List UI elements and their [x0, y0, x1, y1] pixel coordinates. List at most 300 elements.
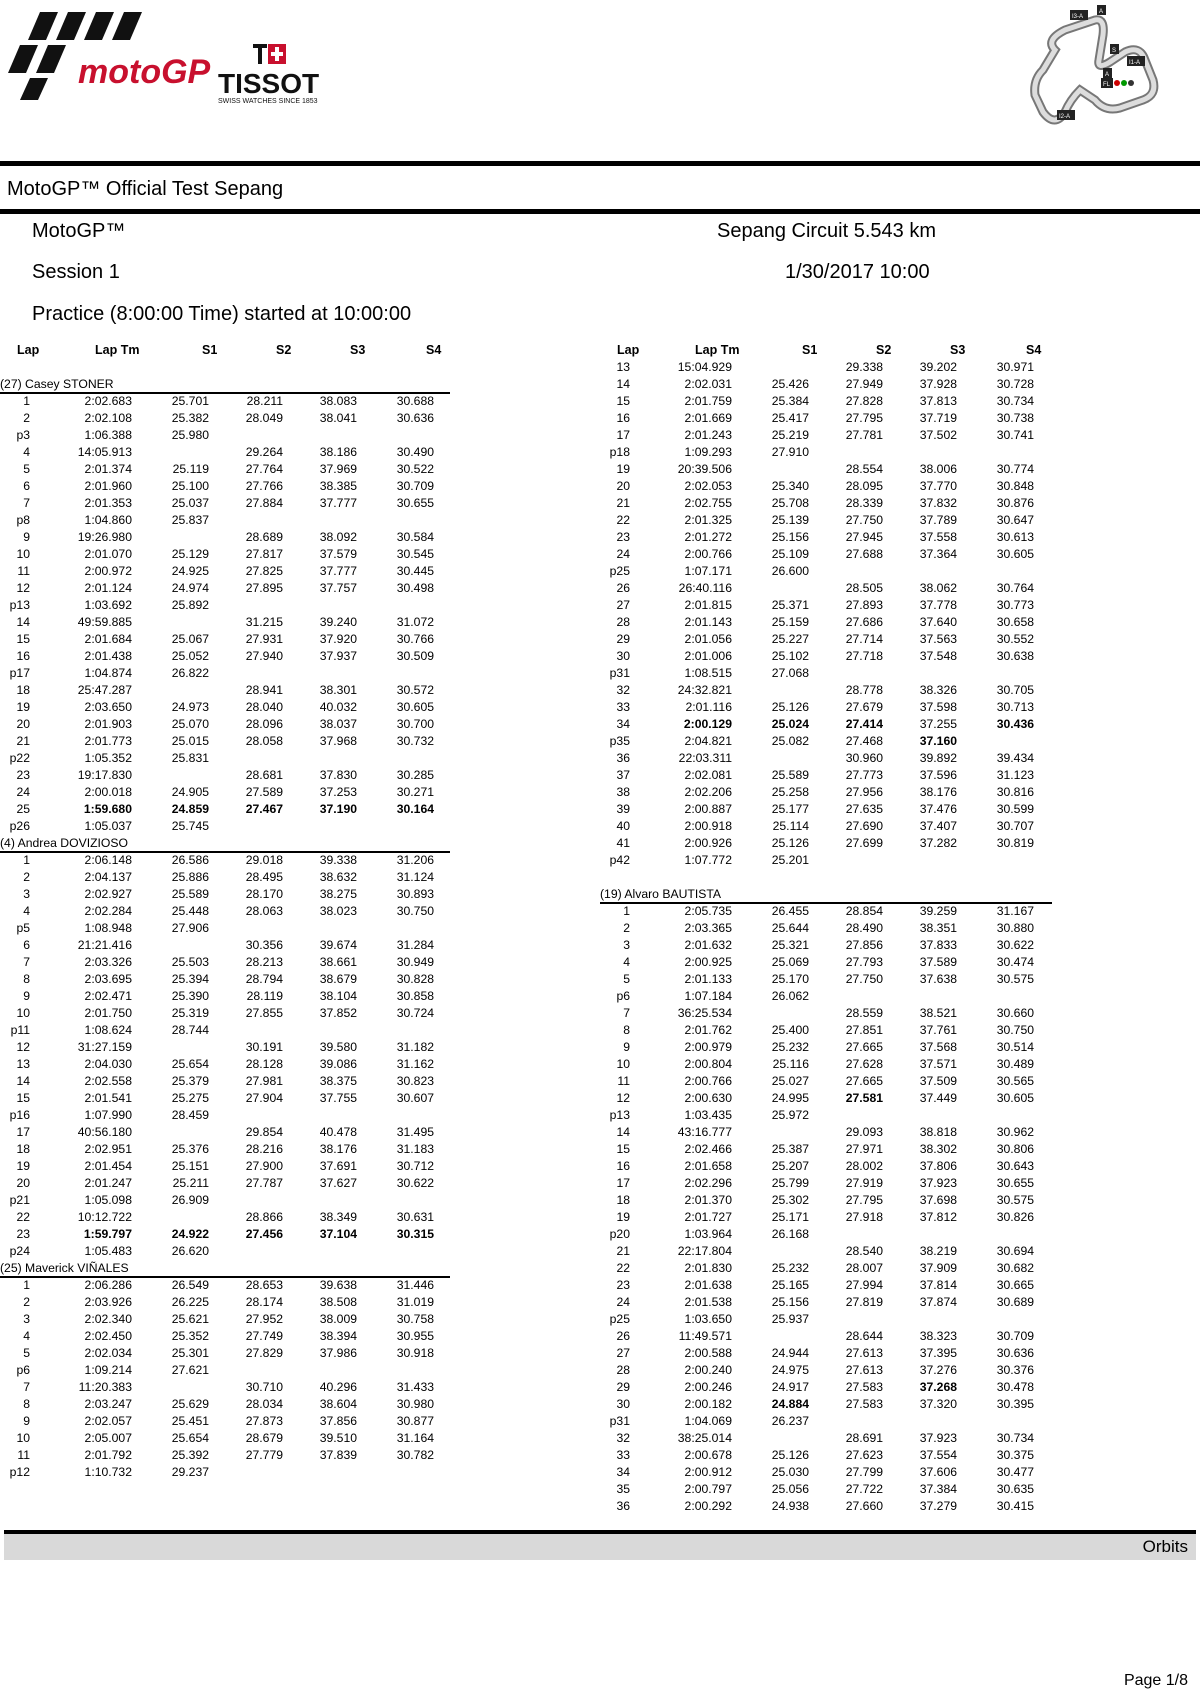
lap-row [600, 1243, 1060, 1260]
lap-row [0, 427, 460, 444]
lap-cell: 2 [23, 1295, 30, 1309]
lap-cell: 2:01.247 [84, 1176, 132, 1190]
lap-cell: 27.699 [845, 836, 883, 850]
lap-cell: 27.851 [845, 1023, 883, 1037]
lap-row [0, 903, 460, 920]
lap-cell: 32 [616, 1431, 630, 1445]
lap-row [600, 954, 1060, 971]
lap-cell: 27.781 [845, 428, 883, 442]
lap-cell: 24.938 [771, 1499, 809, 1513]
category: MotoGP™ [32, 220, 126, 242]
lap-cell: 2:00.292 [684, 1499, 732, 1513]
lap-cell: 37.839 [319, 1448, 357, 1462]
lap-cell: 24.975 [771, 1363, 809, 1377]
lap-cell: 40 [616, 819, 630, 833]
lap-cell: 30.712 [396, 1159, 434, 1173]
lap-row [600, 444, 1060, 461]
lap-cell: 37.909 [919, 1261, 957, 1275]
lap-cell: 27.949 [845, 377, 883, 391]
lap-cell: 31.167 [996, 904, 1034, 918]
lap-cell: 25.390 [171, 989, 209, 1003]
lap-cell: 25.302 [771, 1193, 809, 1207]
lap-row [0, 1124, 460, 1141]
lap-row [600, 1039, 1060, 1056]
lap-cell: 34 [616, 1465, 630, 1479]
lap-cell: 30.660 [996, 1006, 1034, 1020]
lap-cell: 37.548 [919, 649, 957, 663]
lap-cell: 1:59.797 [83, 1227, 132, 1241]
lap-cell: 28.689 [245, 530, 283, 544]
lap-cell: 4 [23, 445, 30, 459]
lap-cell: 37.770 [919, 479, 957, 493]
lap-cell: 30.713 [996, 700, 1034, 714]
lap-row [600, 1311, 1060, 1328]
lap-row [600, 1005, 1060, 1022]
lap-cell: 1 [623, 904, 630, 918]
lap-cell: 26.062 [771, 989, 809, 1003]
lap-cell: 38.006 [919, 462, 957, 476]
lap-row [600, 971, 1060, 988]
lap-cell: 30.638 [996, 649, 1034, 663]
svg-text:A: A [1105, 72, 1110, 78]
lap-cell: 2:02.284 [84, 904, 132, 918]
lap-cell: 2:06.148 [84, 853, 132, 867]
lap-cell: 27.884 [245, 496, 283, 510]
lap-cell: 2:01.750 [84, 1006, 132, 1020]
session-datetime: 1/30/2017 10:00 [785, 261, 930, 283]
lap-cell: 25.030 [771, 1465, 809, 1479]
lap-cell: 30.655 [996, 1176, 1034, 1190]
lap-cell: 2 [23, 870, 30, 884]
lap-row [0, 1379, 460, 1396]
lap-row [0, 1073, 460, 1090]
svg-text:SWISS WATCHES SINCE 1853: SWISS WATCHES SINCE 1853 [218, 98, 318, 105]
lap-cell: p31 [609, 666, 630, 680]
lap-row [600, 1022, 1060, 1039]
lap-cell: 1:03.692 [84, 598, 132, 612]
lap-cell: 27.829 [245, 1346, 283, 1360]
lap-cell: p16 [9, 1108, 30, 1122]
lap-cell: 37.554 [919, 1448, 957, 1462]
lap-cell: 3 [23, 1312, 30, 1326]
lap-cell: 28.540 [845, 1244, 883, 1258]
lap-cell: 5 [623, 972, 630, 986]
lap-cell: 25.171 [771, 1210, 809, 1224]
lap-row [600, 818, 1060, 835]
lap-cell: 38.176 [919, 785, 957, 799]
lap-cell: 30.552 [996, 632, 1034, 646]
footer-label: Orbits [1142, 1537, 1188, 1556]
lap-cell: 26.586 [171, 853, 209, 867]
lap-cell: 2:01.669 [684, 411, 732, 425]
lap-cell: p6 [616, 989, 630, 1003]
lap-cell: 8 [623, 1023, 630, 1037]
lap-cell: 30.728 [996, 377, 1034, 391]
lap-cell: 24.922 [171, 1227, 209, 1241]
lap-cell: 2:02.296 [684, 1176, 732, 1190]
lap-cell: 27.971 [845, 1142, 883, 1156]
lap-cell: 2:01.830 [684, 1261, 732, 1275]
lap-cell: 38.302 [919, 1142, 957, 1156]
lap-cell: 30.880 [996, 921, 1034, 935]
lap-cell: 2:01.960 [84, 479, 132, 493]
lap-cell: 37.160 [919, 734, 957, 748]
lap-row [600, 580, 1060, 597]
lap-cell: 30.955 [396, 1329, 434, 1343]
lap-cell: 11 [617, 1074, 630, 1088]
lap-cell: 2:01.684 [84, 632, 132, 646]
lap-cell: 30.489 [996, 1057, 1034, 1071]
lap-cell: 34 [616, 717, 630, 731]
lap-cell: 36 [616, 1499, 630, 1513]
lap-cell: 39.638 [319, 1278, 357, 1292]
lap-cell: 27.581 [845, 1091, 883, 1105]
lap-cell: 37.104 [319, 1227, 357, 1241]
lap-cell: 37.276 [919, 1363, 957, 1377]
lap-cell: 27.795 [845, 411, 883, 425]
lap-cell: 2:00.588 [684, 1346, 732, 1360]
lap-cell: 2 [623, 921, 630, 935]
lap-cell: 25.037 [171, 496, 209, 510]
lap-cell: 2:01.759 [684, 394, 732, 408]
lap-cell: 39.202 [919, 360, 957, 374]
lap-cell: 37.812 [919, 1210, 957, 1224]
lap-row [600, 1175, 1060, 1192]
lap-cell: 27.613 [845, 1363, 883, 1377]
lap-cell: 35 [616, 1482, 630, 1496]
lap-cell: 30.565 [996, 1074, 1034, 1088]
lap-cell: 39 [616, 802, 630, 816]
lap-cell: 1:04.860 [84, 513, 132, 527]
lap-cell: 27.690 [845, 819, 883, 833]
lap-cell: 5 [23, 462, 30, 476]
lap-cell: 29 [616, 1380, 630, 1394]
lap-cell: p18 [609, 445, 630, 459]
lap-cell: 30.395 [996, 1397, 1034, 1411]
lap-cell: 37.502 [919, 428, 957, 442]
lap-cell: 30.734 [996, 394, 1034, 408]
lap-cell: 25.015 [171, 734, 209, 748]
lap-cell: 38.351 [919, 921, 957, 935]
lap-cell: 29.338 [845, 360, 883, 374]
lap-row [600, 631, 1060, 648]
lap-cell: 38.083 [319, 394, 357, 408]
lap-cell: 2:04.030 [84, 1057, 132, 1071]
lap-row [600, 648, 1060, 665]
lap-row [600, 1090, 1060, 1107]
lap-cell: 24.859 [171, 802, 209, 816]
lap-cell: 9 [23, 989, 30, 1003]
lap-cell: 30.474 [996, 955, 1034, 969]
lap-cell: 28.095 [845, 479, 883, 493]
lap-cell: 2 [23, 411, 30, 425]
lap-cell: 25.654 [171, 1057, 209, 1071]
lap-cell: 2:00.766 [684, 1074, 732, 1088]
lap-row [600, 1396, 1060, 1413]
lap-cell: 39.259 [919, 904, 957, 918]
lap-cell: 30.682 [996, 1261, 1034, 1275]
lap-cell: 2:00.912 [684, 1465, 732, 1479]
lap-cell: 38.661 [319, 955, 357, 969]
lap-row [0, 767, 460, 784]
lap-cell: 31.182 [396, 1040, 434, 1054]
lap-row [600, 427, 1060, 444]
lap-row [600, 563, 1060, 580]
lap-cell: 27.981 [245, 1074, 283, 1088]
lap-cell: 25.069 [771, 955, 809, 969]
lap-row [600, 393, 1060, 410]
lap-cell: 25.379 [171, 1074, 209, 1088]
lap-cell: 27.750 [845, 513, 883, 527]
lap-row [0, 512, 460, 529]
lap-cell: 15 [616, 394, 630, 408]
title-rule-bottom [0, 209, 1200, 214]
lap-cell: p13 [9, 598, 30, 612]
lap-cell: 4 [23, 1329, 30, 1343]
lap-cell: 38.037 [319, 717, 357, 731]
lap-cell: 27.910 [771, 445, 809, 459]
lap-cell: 38.521 [919, 1006, 957, 1020]
lap-cell: p11 [10, 1023, 30, 1037]
lap-row [600, 920, 1060, 937]
lap-row [600, 1141, 1060, 1158]
lap-cell: 30.572 [396, 683, 434, 697]
lap-cell: p24 [9, 1244, 30, 1258]
lap-cell: 25.227 [771, 632, 809, 646]
lap-cell: 20 [16, 717, 30, 731]
lap-cell: 1:07.990 [84, 1108, 132, 1122]
lap-cell: 24 [616, 547, 630, 561]
lap-cell: 24.974 [171, 581, 209, 595]
lap-cell: 37.757 [319, 581, 357, 595]
lap-cell: 40.032 [319, 700, 357, 714]
lap-cell: 25.102 [771, 649, 809, 663]
page-title: MotoGP™ Official Test Sepang [7, 178, 284, 200]
column-header: Lap Tm [695, 343, 740, 357]
lap-cell: 38.275 [319, 887, 357, 901]
lap-cell: 28.040 [245, 700, 283, 714]
lap-cell: 37.320 [919, 1397, 957, 1411]
lap-cell: 2:01.792 [84, 1448, 132, 1462]
lap-row [0, 1311, 460, 1328]
lap-cell: 27.956 [845, 785, 883, 799]
lap-cell: 30.607 [396, 1091, 434, 1105]
lap-cell: 28.170 [245, 887, 283, 901]
lap-cell: 30.918 [396, 1346, 434, 1360]
lap-cell: 27.456 [245, 1227, 283, 1241]
lap-cell: 39.086 [319, 1057, 357, 1071]
lap-cell: 1:03.435 [684, 1108, 732, 1122]
lap-cell: 14 [616, 377, 630, 391]
lap-cell: 38.219 [919, 1244, 957, 1258]
lap-cell: 27.828 [845, 394, 883, 408]
lap-cell: 27.952 [245, 1312, 283, 1326]
lap-cell: 37.920 [319, 632, 357, 646]
lap-cell: 24.944 [771, 1346, 809, 1360]
lap-cell: 31.284 [396, 938, 434, 952]
lap-cell: 1:07.184 [684, 989, 732, 1003]
lap-cell: 25.275 [171, 1091, 209, 1105]
lap-cell: 25.400 [771, 1023, 809, 1037]
lap-cell: 25.052 [171, 649, 209, 663]
lap-cell: 2:01.272 [684, 530, 732, 544]
lap-cell: 30.764 [996, 581, 1034, 595]
track-map [1025, 0, 1175, 135]
lap-cell: 1:10.732 [84, 1465, 132, 1479]
lap-cell: 10 [616, 1057, 630, 1071]
lap-row [600, 750, 1060, 767]
lap-cell: 28.213 [245, 955, 283, 969]
lap-cell: 28.681 [245, 768, 283, 782]
column-header: S4 [426, 343, 442, 357]
lap-cell: 26:40.116 [678, 581, 732, 595]
lap-cell: 27.714 [845, 632, 883, 646]
lap-cell: 25.589 [171, 887, 209, 901]
lap-cell: 27.589 [245, 785, 283, 799]
lap-cell: 21 [16, 734, 30, 748]
lap-cell: 27.414 [845, 717, 883, 731]
lap-cell: 2:05.735 [684, 904, 732, 918]
lap-cell: 2:00.972 [84, 564, 132, 578]
lap-cell: 38.326 [919, 683, 957, 697]
lap-cell: p20 [609, 1227, 630, 1241]
lap-cell: 27.779 [245, 1448, 283, 1462]
lap-cell: 37.253 [319, 785, 357, 799]
lap-row [0, 1413, 460, 1430]
lap-cell: 29.018 [245, 853, 283, 867]
lap-row [600, 614, 1060, 631]
lap-cell: 27.918 [845, 1210, 883, 1224]
lap-cell: 37.778 [919, 598, 957, 612]
lap-cell: 37.627 [319, 1176, 357, 1190]
lap-cell: 39.580 [319, 1040, 357, 1054]
lap-cell: 1:09.293 [684, 445, 732, 459]
lap-row [0, 886, 460, 903]
lap-cell: 2:01.325 [684, 513, 732, 527]
lap-cell: 25.232 [771, 1261, 809, 1275]
lap-row [600, 665, 1060, 682]
lap-cell: 37.449 [919, 1091, 957, 1105]
lap-row [600, 937, 1060, 954]
lap-cell: 2:00.240 [684, 1363, 732, 1377]
lap-row [600, 1107, 1060, 1124]
lap-row [0, 920, 460, 937]
lap-cell: 30.605 [996, 547, 1034, 561]
lap-cell: 25.799 [771, 1176, 809, 1190]
lap-cell: 25.151 [171, 1159, 209, 1173]
lap-cell: 25.129 [171, 547, 209, 561]
lap-row [600, 546, 1060, 563]
lap-row [600, 1362, 1060, 1379]
lap-cell: 37.777 [319, 496, 357, 510]
lap-cell: 37.255 [919, 717, 957, 731]
lap-cell: 2:00.129 [683, 717, 732, 731]
lap-cell: 1:05.037 [84, 819, 132, 833]
lap-cell: 19 [16, 1159, 30, 1173]
lap-cell: 30.949 [396, 955, 434, 969]
lap-cell: 30.665 [996, 1278, 1034, 1292]
lap-cell: 39.510 [319, 1431, 357, 1445]
lap-cell: 2:01.143 [684, 615, 732, 629]
lap-row [0, 971, 460, 988]
lap-cell: 27.750 [845, 972, 883, 986]
lap-cell: 29.237 [171, 1465, 209, 1479]
lap-cell: 22:17.804 [677, 1244, 732, 1258]
lap-cell: 25.392 [171, 1448, 209, 1462]
lap-cell: 25.384 [771, 394, 809, 408]
header-logos [0, 0, 1200, 160]
lap-cell: 38.104 [319, 989, 357, 1003]
lap-cell: 2:00.926 [684, 836, 732, 850]
lap-cell: 30.971 [996, 360, 1034, 374]
lap-cell: p42 [609, 853, 630, 867]
lap-cell: 25.321 [771, 938, 809, 952]
lap-cell: 30.773 [996, 598, 1034, 612]
lap-cell: 28 [616, 1363, 630, 1377]
practice-info: Practice (8:00:00 Time) started at 10:00:00 [32, 303, 412, 325]
lap-cell: 38.385 [319, 479, 357, 493]
lap-cell: 30.655 [396, 496, 434, 510]
svg-text:motoGP: motoGP [78, 53, 211, 91]
lap-cell: 14 [16, 615, 30, 629]
column-header: Lap Tm [95, 343, 140, 357]
lap-cell: 37.563 [919, 632, 957, 646]
lap-cell: 27.904 [245, 1091, 283, 1105]
lap-cell: 6 [23, 479, 30, 493]
lap-cell: 30.876 [996, 496, 1034, 510]
svg-text:FL: FL [1103, 82, 1111, 88]
lap-cell: 26.168 [771, 1227, 809, 1241]
lap-cell: 37.789 [919, 513, 957, 527]
lap-cell: 38.679 [319, 972, 357, 986]
lap-cell: 28.174 [245, 1295, 283, 1309]
lap-row [600, 359, 1060, 376]
lap-cell: 20 [16, 1176, 30, 1190]
lap-row [600, 529, 1060, 546]
session: Session 1 [32, 261, 120, 283]
lap-cell: 25.394 [171, 972, 209, 986]
lap-cell: 30.622 [396, 1176, 434, 1190]
lap-cell: 2:02.558 [84, 1074, 132, 1088]
lap-cell: 37.279 [919, 1499, 957, 1513]
lap-cell: 38.375 [319, 1074, 357, 1088]
lap-cell: 26 [616, 581, 630, 595]
lap-cell: 11 [17, 564, 30, 578]
lap-cell: 2:02.927 [84, 887, 132, 901]
lap-cell: 31.162 [396, 1057, 434, 1071]
lap-cell: 21 [616, 1244, 630, 1258]
lap-cell: 25.139 [771, 513, 809, 527]
lap-cell: 16 [616, 411, 630, 425]
lap-cell: 27.679 [845, 700, 883, 714]
lap-cell: 25.621 [171, 1312, 209, 1326]
lap-cell: 24.973 [171, 700, 209, 714]
lap-cell: 30.750 [996, 1023, 1034, 1037]
lap-cell: 2:01.727 [684, 1210, 732, 1224]
lap-cell: 28.096 [245, 717, 283, 731]
lap-cell: 38.062 [919, 581, 957, 595]
lap-cell: 30.285 [396, 768, 434, 782]
lap-cell: 2:00.678 [684, 1448, 732, 1462]
lap-cell: 25.109 [771, 547, 809, 561]
lap-cell: 39.674 [319, 938, 357, 952]
lap-cell: 2:01.070 [84, 547, 132, 561]
lap-cell: 2:02.206 [684, 785, 732, 799]
lap-cell: 1:05.483 [84, 1244, 132, 1258]
lap-row [0, 1056, 460, 1073]
lap-cell: 25.371 [771, 598, 809, 612]
motogp-logo [0, 0, 1200, 160]
